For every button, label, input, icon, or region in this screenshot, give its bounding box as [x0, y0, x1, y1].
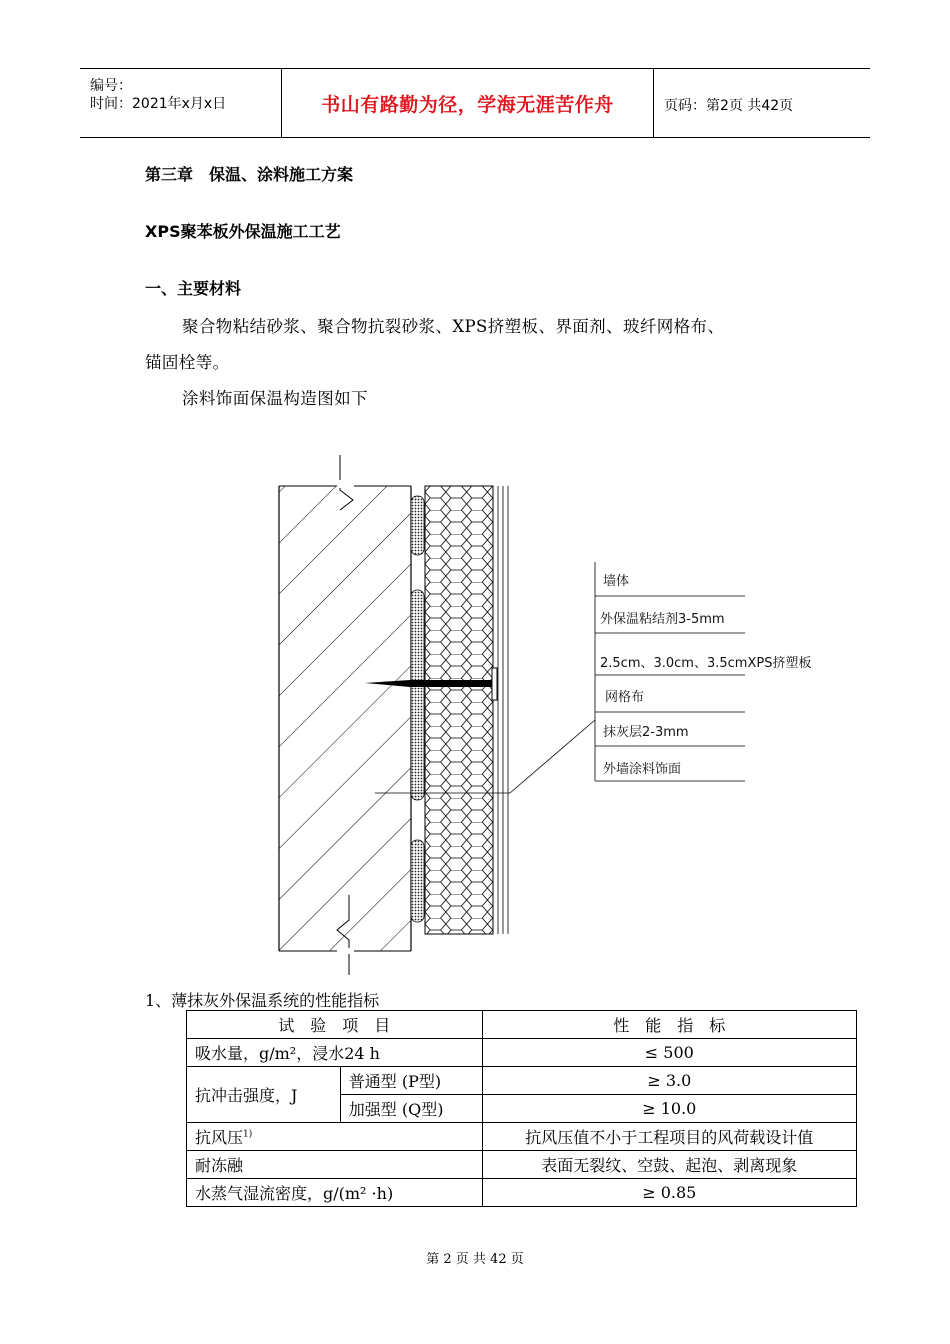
row-impact-p-value: ≥ 3.0 [482, 1067, 856, 1095]
header-page-cell [654, 69, 870, 137]
section-title: XPS聚苯板外保温施工工艺 [145, 222, 341, 241]
performance-table [186, 1010, 857, 1207]
page-footer: 第 2 页 共 42 页 [426, 1252, 524, 1267]
legend-finish: 外墙涂料饰面 [603, 762, 682, 777]
row-wind-note: 1) [243, 1129, 253, 1140]
legend-xps-board: 2.5cm、3.0cm、3.5cmXPS挤塑板 [600, 656, 812, 671]
adhesive-layer [411, 496, 424, 922]
header-motto-cell [282, 69, 654, 137]
legend-adhesive: 外保温粘结剂3-5mm [600, 612, 725, 627]
table-row [187, 1151, 857, 1179]
row-impact-q-value: ≥ 10.0 [482, 1095, 856, 1123]
legend-wall: 墙体 [603, 574, 630, 589]
legend-mesh: 网格布 [605, 690, 645, 705]
chapter-title: 第三章 保温、涂料施工方案 [145, 165, 354, 184]
materials-line-1: 聚合物粘结砂浆、聚合物抗裂砂浆、XPS挤塑板、界面剂、玻纤网格布、 [182, 317, 725, 336]
table-caption: 1、薄抹灰外保温系统的性能指标 [145, 991, 380, 1010]
legend-grid [595, 562, 745, 781]
insulation-construction-diagram [270, 450, 860, 975]
xps-board [425, 486, 493, 934]
table-row [187, 1067, 857, 1095]
row-impact-p-type: 普通型 (P型) [340, 1067, 482, 1095]
row-wind-value: 抗风压值不小于工程项目的风荷载设计值 [482, 1123, 856, 1151]
materials-line-2: 锚固栓等。 [145, 353, 230, 372]
wall-section [279, 455, 411, 975]
header-meta-cell [80, 69, 282, 137]
table-row [187, 1039, 857, 1067]
diagram-intro: 涂料饰面保温构造图如下 [182, 389, 368, 408]
finish-layers [498, 486, 508, 934]
row-freeze-value: 表面无裂纹、空鼓、起泡、剥离现象 [482, 1151, 856, 1179]
row-water-item: 吸水量，g/m²，浸水24 h [187, 1039, 483, 1067]
row-wind-item-text: 抗风压 [195, 1128, 244, 1147]
table-row [187, 1123, 857, 1151]
row-impact-q-type: 加强型 (Q型) [340, 1095, 482, 1123]
header-motto: 书山有路勤为径，学海无涯苦作舟 [321, 94, 614, 116]
row-vapor-item: 水蒸气湿流密度，g/(m² ·h) [187, 1179, 483, 1207]
document-number-label: 编号： [90, 78, 132, 94]
page-header [80, 68, 870, 138]
header-item: 试 验 项 目 [187, 1011, 483, 1039]
row-wind-item [187, 1123, 483, 1151]
row-water-value: ≤ 500 [482, 1039, 856, 1067]
document-time-label: 时间：2021年x月x日 [90, 96, 227, 112]
row-impact-item: 抗冲击强度，J [187, 1067, 341, 1123]
legend-plaster: 抹灰层2-3mm [603, 725, 689, 740]
row-freeze-item: 耐冻融 [187, 1151, 483, 1179]
diagram-drawing [270, 450, 860, 975]
subsection-title: 一、主要材料 [145, 279, 242, 298]
table-row [187, 1179, 857, 1207]
table-header-row [187, 1011, 857, 1039]
header-page-number: 页码：第2页 共42页 [664, 98, 794, 114]
header-index: 性 能 指 标 [482, 1011, 856, 1039]
row-vapor-value: ≥ 0.85 [482, 1179, 856, 1207]
